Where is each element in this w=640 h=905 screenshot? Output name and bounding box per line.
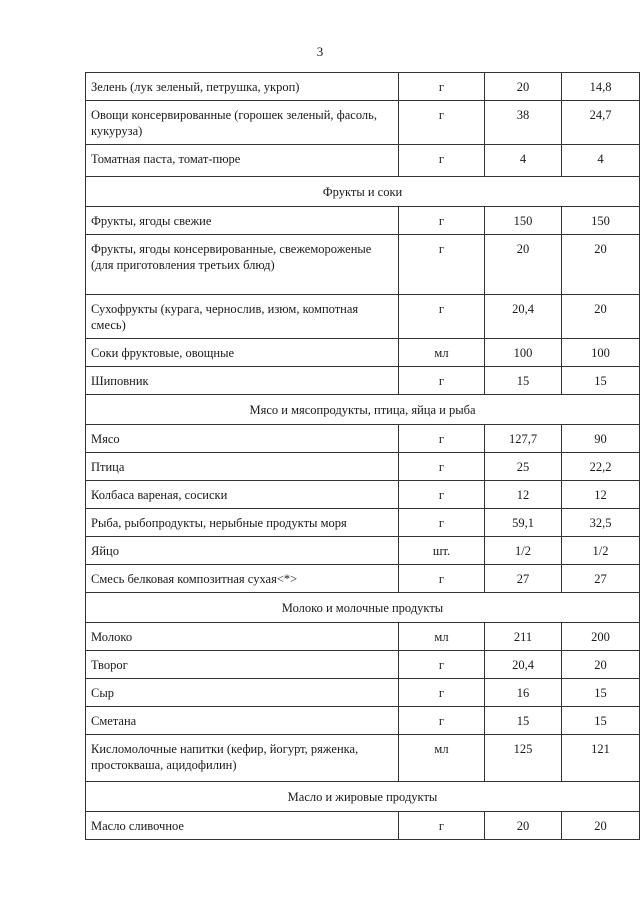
net-value: 15 xyxy=(562,367,640,395)
net-value: 12 xyxy=(562,481,640,509)
product-name: Шиповник xyxy=(86,367,399,395)
section-header-row xyxy=(86,177,640,207)
gross-value: 59,1 xyxy=(485,509,562,537)
product-name: Сухофрукты (курага, чернослив, изюм, компотная смесь) xyxy=(86,295,399,339)
page-number: 3 xyxy=(316,44,324,59)
table-row xyxy=(86,101,640,145)
product-name: Молоко xyxy=(86,623,399,651)
gross-value: 20 xyxy=(485,812,562,840)
unit: г xyxy=(399,367,485,395)
unit: г xyxy=(399,707,485,735)
table-row xyxy=(86,623,640,651)
unit: г xyxy=(399,101,485,145)
product-name: Фрукты, ягоды свежие xyxy=(86,207,399,235)
net-value: 121 xyxy=(562,735,640,782)
net-value: 1/2 xyxy=(562,537,640,565)
net-value: 15 xyxy=(562,707,640,735)
gross-value: 27 xyxy=(485,565,562,593)
product-name: Творог xyxy=(86,651,399,679)
gross-value: 127,7 xyxy=(485,425,562,453)
gross-value: 150 xyxy=(485,207,562,235)
unit: г xyxy=(399,565,485,593)
unit: г xyxy=(399,295,485,339)
net-value: 20 xyxy=(562,812,640,840)
unit: г xyxy=(399,425,485,453)
net-value: 20 xyxy=(562,235,640,295)
product-name: Яйцо xyxy=(86,537,399,565)
table-row xyxy=(86,235,640,295)
net-value: 24,7 xyxy=(562,101,640,145)
gross-value: 15 xyxy=(485,367,562,395)
table-row xyxy=(86,481,640,509)
gross-value: 16 xyxy=(485,679,562,707)
unit: г xyxy=(399,453,485,481)
unit: мл xyxy=(399,735,485,782)
unit: г xyxy=(399,812,485,840)
table-row xyxy=(86,453,640,481)
table-row xyxy=(86,339,640,367)
net-value: 20 xyxy=(562,295,640,339)
section-header-row xyxy=(86,395,640,425)
net-value: 27 xyxy=(562,565,640,593)
section-title: Масло и жировые продукты xyxy=(86,782,640,812)
table-row xyxy=(86,735,640,782)
product-name: Овощи консервированные (горошек зеленый, фасоль, кукуруза) xyxy=(86,101,399,145)
food-norms-table xyxy=(85,72,640,840)
table-row xyxy=(86,509,640,537)
unit: г xyxy=(399,145,485,177)
unit: мл xyxy=(399,623,485,651)
unit: г xyxy=(399,679,485,707)
table-row xyxy=(86,812,640,840)
gross-value: 125 xyxy=(485,735,562,782)
product-name: Масло сливочное xyxy=(86,812,399,840)
table-row xyxy=(86,145,640,177)
unit: г xyxy=(399,73,485,101)
product-name: Смесь белковая композитная сухая<*> xyxy=(86,565,399,593)
net-value: 200 xyxy=(562,623,640,651)
net-value: 20 xyxy=(562,651,640,679)
product-name: Птица xyxy=(86,453,399,481)
table-row xyxy=(86,679,640,707)
product-name: Колбаса вареная, сосиски xyxy=(86,481,399,509)
gross-value: 12 xyxy=(485,481,562,509)
gross-value: 15 xyxy=(485,707,562,735)
table-row xyxy=(86,367,640,395)
product-name: Сыр xyxy=(86,679,399,707)
unit: шт. xyxy=(399,537,485,565)
unit: г xyxy=(399,481,485,509)
gross-value: 1/2 xyxy=(485,537,562,565)
product-name: Соки фруктовые, овощные xyxy=(86,339,399,367)
section-title: Молоко и молочные продукты xyxy=(86,593,640,623)
section-header-row xyxy=(86,782,640,812)
gross-value: 100 xyxy=(485,339,562,367)
gross-value: 25 xyxy=(485,453,562,481)
gross-value: 20 xyxy=(485,235,562,295)
net-value: 15 xyxy=(562,679,640,707)
unit: г xyxy=(399,235,485,295)
table-row xyxy=(86,425,640,453)
table-row xyxy=(86,295,640,339)
product-name: Томатная паста, томат-пюре xyxy=(86,145,399,177)
net-value: 150 xyxy=(562,207,640,235)
section-header-row xyxy=(86,593,640,623)
net-value: 22,2 xyxy=(562,453,640,481)
gross-value: 38 xyxy=(485,101,562,145)
net-value: 14,8 xyxy=(562,73,640,101)
unit: г xyxy=(399,651,485,679)
unit: г xyxy=(399,207,485,235)
table-row xyxy=(86,707,640,735)
table-row xyxy=(86,537,640,565)
product-name: Мясо xyxy=(86,425,399,453)
gross-value: 20,4 xyxy=(485,295,562,339)
unit: мл xyxy=(399,339,485,367)
net-value: 90 xyxy=(562,425,640,453)
gross-value: 20,4 xyxy=(485,651,562,679)
section-title: Фрукты и соки xyxy=(86,177,640,207)
product-name: Сметана xyxy=(86,707,399,735)
net-value: 32,5 xyxy=(562,509,640,537)
unit: г xyxy=(399,509,485,537)
gross-value: 211 xyxy=(485,623,562,651)
product-name: Зелень (лук зеленый, петрушка, укроп) xyxy=(86,73,399,101)
section-title: Мясо и мясопродукты, птица, яйца и рыба xyxy=(86,395,640,425)
product-name: Кисломолочные напитки (кефир, йогурт, ряженка, простокваша, ацидофилин) xyxy=(86,735,399,782)
product-name: Фрукты, ягоды консервированные, свежемороженые (для приготовления третьих блюд) xyxy=(86,235,399,295)
table-row xyxy=(86,565,640,593)
net-value: 100 xyxy=(562,339,640,367)
table-row xyxy=(86,207,640,235)
table-row xyxy=(86,73,640,101)
gross-value: 4 xyxy=(485,145,562,177)
net-value: 4 xyxy=(562,145,640,177)
gross-value: 20 xyxy=(485,73,562,101)
product-name: Рыба, рыбопродукты, нерыбные продукты моря xyxy=(86,509,399,537)
table-row xyxy=(86,651,640,679)
